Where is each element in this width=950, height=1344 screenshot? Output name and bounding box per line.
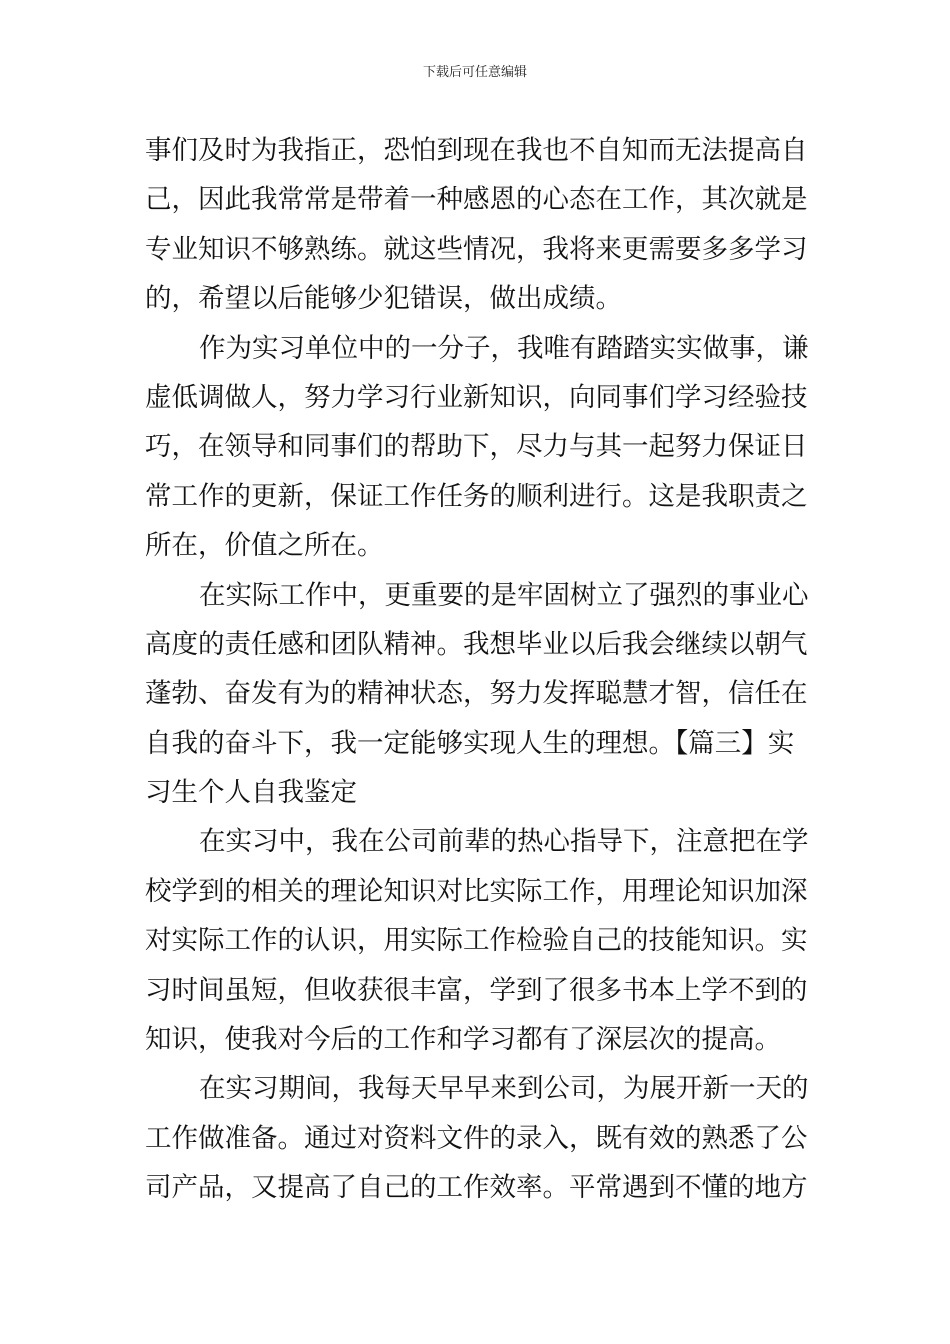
text-line: 蓬勃、奋发有为的精神状态，努力发挥聪慧才智，信任在 (145, 678, 808, 710)
text-line: 所在，价值之所在。 (145, 530, 384, 562)
paragraph-first-line: 在实习中，我在公司前辈的热心指导下，注意把在学 (199, 826, 809, 858)
paragraph-first-line: 作为实习单位中的一分子，我唯有踏踏实实做事，谦 (199, 332, 809, 364)
text-line: 知识，使我对今后的工作和学习都有了深层次的提高。 (145, 1024, 781, 1056)
text-line: 对实际工作的认识，用实际工作检验自己的技能知识。实 (145, 925, 808, 957)
paragraph-first-line: 在实际工作中，更重要的是牢固树立了强烈的事业心 (199, 579, 809, 611)
text-line: 常工作的更新，保证工作任务的顺利进行。这是我职责之 (145, 480, 808, 512)
page-header (0, 64, 950, 82)
text-line: 巧，在领导和同事们的帮助下，尽力与其一起努力保证日 (145, 431, 808, 463)
text-line: 校学到的相关的理论知识对比实际工作，用理论知识加深 (145, 875, 808, 907)
text-line: 高度的责任感和团队精神。我想毕业以后我会继续以朝气 (145, 628, 808, 660)
text-line: 工作做准备。通过对资料文件的录入，既有效的熟悉了公 (145, 1122, 808, 1154)
text-line: 的，希望以后能够少犯错误，做出成绩。 (145, 283, 622, 315)
text-line: 专业知识不够熟练。就这些情况，我将来更需要多多学习 (145, 233, 808, 265)
text-line: 习时间虽短，但收获很丰富，学到了很多书本上学不到的 (145, 974, 808, 1006)
paragraph-first-line: 在实习期间，我每天早早来到公司，为展开新一天的 (199, 1073, 809, 1105)
text-line: 虚低调做人，努力学习行业新知识，向同事们学习经验技 (145, 381, 808, 413)
text-line: 己，因此我常常是带着一种感恩的心态在工作，其次就是 (145, 184, 808, 216)
document-body (145, 126, 810, 1213)
text-line: 司产品，又提高了自己的工作效率。平常遇到不懂的地方 (145, 1172, 808, 1204)
text-line: 自我的奋斗下，我一定能够实现人生的理想。【篇三】实 (145, 727, 795, 759)
text-line: 习生个人自我鉴定 (145, 777, 357, 809)
text-line: 事们及时为我指正，恐怕到现在我也不自知而无法提高自 (145, 135, 808, 166)
header-note: 下载后可任意编辑 (422, 65, 527, 80)
